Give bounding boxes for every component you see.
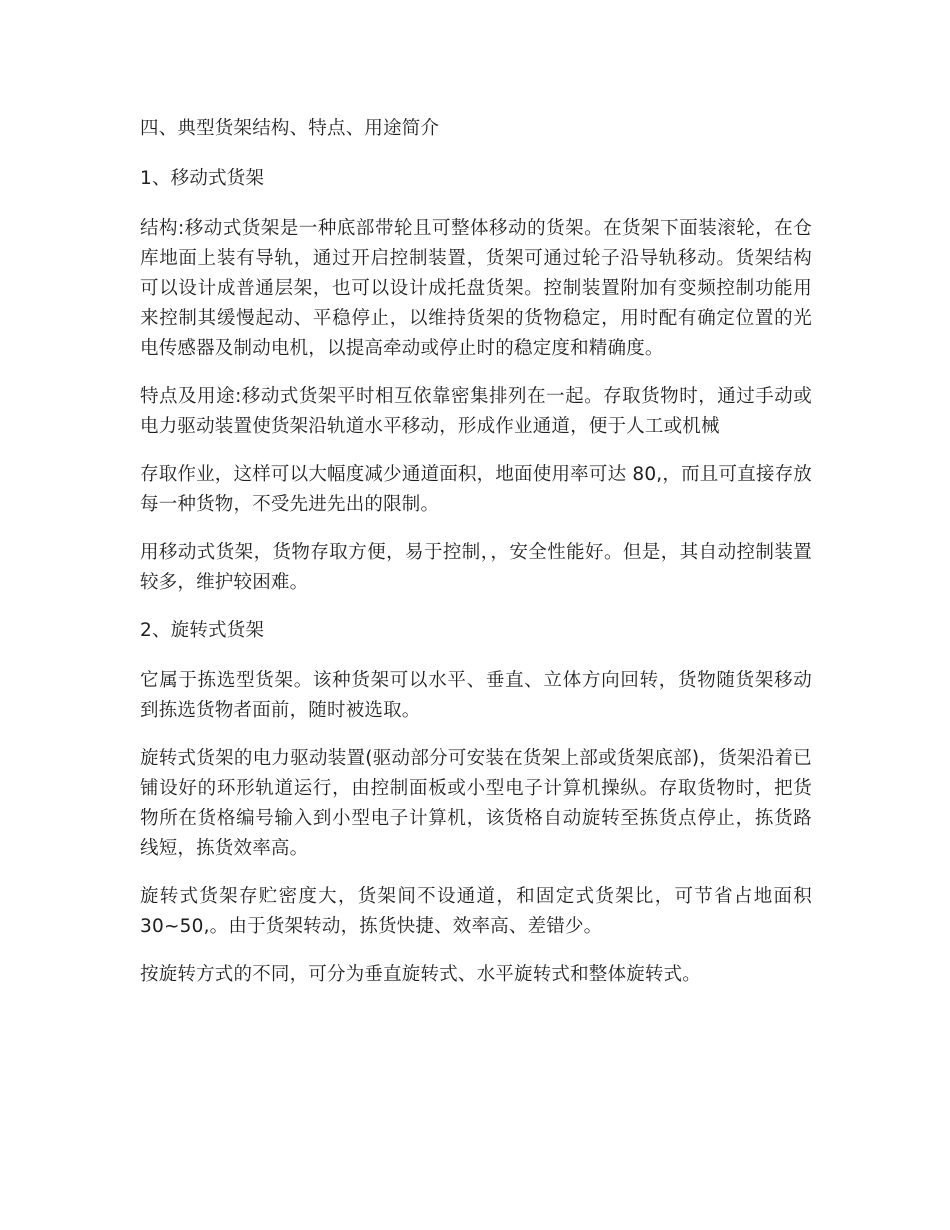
paragraph-access-operations: 存取作业，这样可以大幅度减少通道面积，地面使用率可达 80,，而且可直接存放每一种货物，不受先进先出的限制。	[140, 464, 812, 515]
paragraph-rotary-type: 它属于拣选型货架。该种货架可以水平、垂直、立体方向回转，货物随货架移动到拣选货物者面前，随时被选取。	[140, 670, 812, 721]
paragraph-rotary-density: 旋转式货架存贮密度大，货架间不设通道，和固定式货架比，可节省占地面积 30~50,。由于货架转动，拣货快捷、效率高、差错少。	[140, 886, 812, 937]
paragraph-rotary-drive: 旋转式货架的电力驱动装置(驱动部分可安装在货架上部或货架底部)，货架沿着已铺设好的环形轨道运行，由控制面板或小型电子计算机操纵。存取货物时，把货物所在货格编号输入到小型电子计算机，该货格自动旋转至拣货点停止，拣货路线短，拣货效率高。	[140, 748, 812, 859]
paragraph-pros-cons: 用移动式货架，货物存取方便，易于控制，，安全性能好。但是，其自动控制装置较多，维护较困难。	[140, 542, 812, 593]
subsection-title-mobile-rack: 1、移动式货架	[140, 168, 265, 189]
document-page	[140, 114, 812, 1008]
section-title: 四、典型货架结构、特点、用途简介	[140, 118, 440, 139]
paragraph-rotary-classification: 按旋转方式的不同，可分为垂直旋转式、水平旋转式和整体旋转式。	[140, 964, 702, 985]
subsection-title-rotary-rack: 2、旋转式货架	[140, 620, 265, 641]
paragraph-structure: 结构:移动式货架是一种底部带轮且可整体移动的货架。在货架下面装滚轮，在仓库地面上装有导轨，通过开启控制装置，货架可通过轮子沿导轨移动。货架结构可以设计成普通层架，也可以设计成托盘货架。控制装置附加有变频控制功能用来控制其缓慢起动、平稳停止，以维持货架的货物稳定，用时配有确定位置的光电传感器及制动电机，以提高牵动或停止时的稳定度和精确度。	[140, 218, 812, 359]
paragraph-features-uses: 特点及用途:移动式货架平时相互依靠密集排列在一起。存取货物时，通过手动或电力驱动装置使货架沿轨道水平移动，形成作业通道，便于人工或机械	[140, 386, 812, 437]
